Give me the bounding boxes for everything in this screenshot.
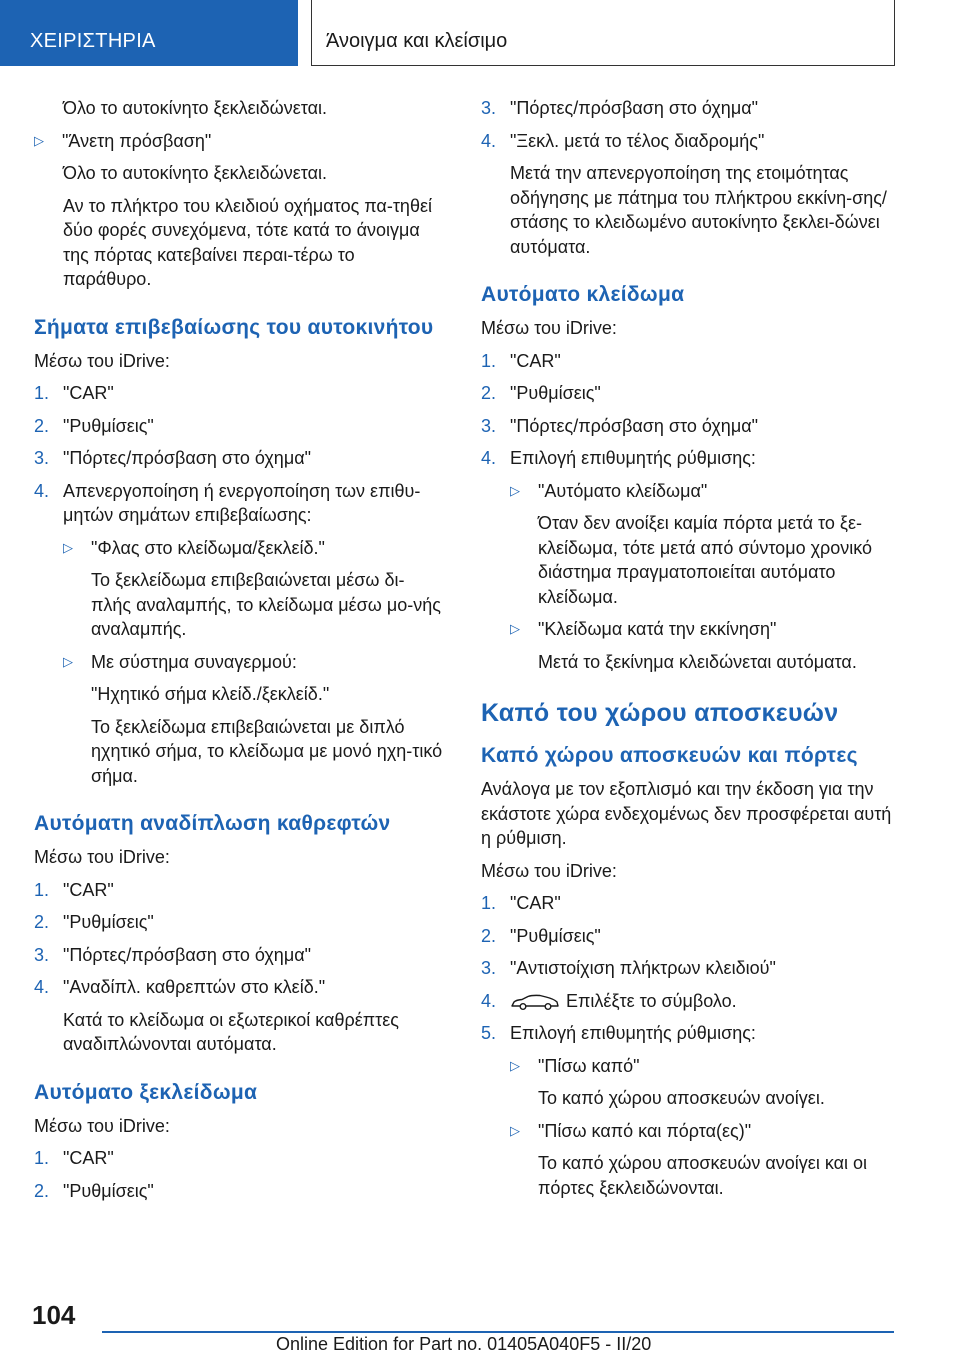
page-number: 104 bbox=[32, 1300, 76, 1330]
bullet-text: "Άνετη πρόσβαση" bbox=[62, 130, 212, 151]
chapter-title-tab: Άνοιγμα και κλείσιμο bbox=[311, 0, 895, 66]
step-text: "Ρυθμίσεις" bbox=[63, 1180, 154, 1201]
bullet-text: "Αυτόματο κλείδωμα" bbox=[538, 480, 708, 501]
step-item bbox=[34, 878, 444, 903]
step-number: 3. bbox=[34, 448, 50, 468]
paragraph: Αν το πλήκτρο του κλειδιού οχήματος πα-τηθεί δύο φορές συνεχόμενα, τότε κατά το άνοιγμα της πόρτας κατεβαίνει περαι-τέρω το παράθυρο. bbox=[63, 195, 432, 289]
step-number: 2. bbox=[481, 383, 497, 403]
step-item bbox=[481, 891, 901, 916]
step-item bbox=[481, 956, 901, 981]
step-number: 1. bbox=[481, 350, 497, 371]
step-text: "Πόρτες/πρόσβαση στο όχημα" bbox=[63, 944, 311, 965]
step-text: "Πόρτες/πρόσβαση στο όχημα" bbox=[63, 448, 311, 468]
right-column bbox=[481, 96, 901, 1208]
step-item bbox=[34, 943, 444, 968]
paragraph: Μέσω του iDrive: bbox=[481, 318, 617, 338]
step-text: Επιλογή επιθυμητής ρύθμισης: bbox=[510, 448, 756, 468]
step-number: 4. bbox=[34, 480, 50, 501]
manual-section-tab: ΧΕΙΡΙΣΤΗΡΙΑ bbox=[0, 0, 298, 66]
bullet-text: Με σύστημα συναγερμού: bbox=[91, 651, 297, 672]
step-item bbox=[481, 129, 901, 154]
step-number: 4. bbox=[481, 130, 497, 151]
step-item bbox=[481, 381, 901, 406]
step-text: "CAR" bbox=[510, 893, 561, 913]
section-heading: Αυτόματο ξεκλείδωμα bbox=[34, 1080, 258, 1104]
step-item bbox=[481, 989, 901, 1014]
paragraph: Όλο το αυτοκίνητο ξεκλειδώνεται. bbox=[63, 163, 328, 183]
step-number: 2. bbox=[34, 415, 50, 436]
step-text: "CAR" bbox=[63, 879, 114, 900]
step-item bbox=[481, 414, 901, 439]
step-number: 1. bbox=[34, 1148, 50, 1168]
edition-note: Online Edition for Part no. 01405A040F5 - II/20 bbox=[276, 1334, 652, 1354]
paragraph: Ανάλογα με τον εξοπλισμό και την έκδοση για την εκάστοτε χώρα ενδεχομένως δεν προσφέρεται αυτή η ρύθμιση. bbox=[481, 779, 892, 848]
step-item bbox=[34, 1179, 444, 1204]
footer-divider bbox=[102, 1331, 894, 1333]
step-item bbox=[481, 96, 901, 121]
paragraph: Μέσω του iDrive: bbox=[34, 847, 170, 867]
bullet-text: "Φλας στο κλείδωμα/ξεκλείδ." bbox=[91, 537, 325, 558]
section-heading: Καπό χώρου αποσκευών και πόρτες bbox=[481, 744, 858, 767]
step-number: 5. bbox=[481, 1023, 497, 1043]
step-number: 4. bbox=[481, 448, 497, 468]
triangle-right-icon: ▷ bbox=[510, 621, 520, 636]
step-item bbox=[481, 1021, 901, 1046]
step-number: 2. bbox=[34, 1180, 50, 1201]
bullet-item bbox=[34, 650, 444, 675]
section-heading: Αυτόματη αναδίπλωση καθρεφτών bbox=[34, 812, 391, 835]
step-text: "Αντιστοίχιση πλήκτρων κλειδιού" bbox=[510, 958, 776, 978]
left-column bbox=[34, 96, 444, 1211]
step-text: "Ρυθμίσεις" bbox=[63, 912, 154, 932]
step-number: 3. bbox=[481, 98, 497, 118]
paragraph: Κατά το κλείδωμα οι εξωτερικοί καθρέπτες αναδιπλώνονται αυτόματα. bbox=[63, 1009, 399, 1054]
paragraph: Μέσω του iDrive: bbox=[34, 1115, 170, 1136]
paragraph: Όλο το αυτοκίνητο ξεκλειδώνεται. bbox=[63, 98, 328, 118]
bullet-text: "Πίσω καπό" bbox=[538, 1055, 640, 1076]
section-heading: Αυτόματο κλείδωμα bbox=[481, 283, 685, 306]
step-item bbox=[481, 349, 901, 374]
page-header bbox=[0, 0, 960, 66]
paragraph: Μετά το ξεκίνημα κλειδώνεται αυτόματα. bbox=[538, 651, 857, 672]
triangle-right-icon: ▷ bbox=[510, 482, 520, 498]
paragraph: "Ηχητικό σήμα κλείδ./ξεκλείδ." bbox=[91, 684, 330, 704]
step-text: "Ρυθμίσεις" bbox=[63, 415, 154, 436]
step-text: "Αναδίπλ. καθρεπτών στο κλείδ." bbox=[63, 977, 326, 997]
triangle-right-icon: ▷ bbox=[63, 539, 73, 555]
step-item bbox=[34, 381, 444, 406]
step-number: 2. bbox=[34, 912, 50, 932]
step-number: 4. bbox=[34, 977, 50, 997]
paragraph: Το ξεκλείδωμα επιβεβαιώνεται με διπλό ηχητικό σήμα, το κλείδωμα με μονό ηχη-τικό σήμα. bbox=[91, 716, 443, 786]
chapter-heading: Καπό του χώρου αποσκευών bbox=[481, 699, 839, 727]
paragraph: Το ξεκλείδωμα επιβεβαιώνεται μέσω δι-πλής αναλαμπής, το κλείδωμα μέσω μο-νής αναλαμπής. bbox=[91, 570, 441, 639]
paragraph: Μέσω του iDrive: bbox=[34, 350, 170, 371]
section-heading: Σήματα επιβεβαίωσης του αυτοκινήτου bbox=[34, 315, 434, 339]
step-number: 1. bbox=[481, 893, 497, 913]
step-item bbox=[34, 446, 444, 471]
bullet-text: "Πίσω καπό και πόρτα(ες)" bbox=[538, 1120, 752, 1141]
bullet-item bbox=[34, 129, 444, 154]
bullet-item bbox=[34, 536, 444, 561]
step-text-with-icon bbox=[510, 989, 901, 1014]
step-number: 1. bbox=[34, 879, 50, 900]
step-item bbox=[34, 414, 444, 439]
step-text: "CAR" bbox=[63, 383, 114, 403]
step-number: 3. bbox=[34, 944, 50, 965]
step-item bbox=[481, 446, 901, 471]
step-item bbox=[34, 479, 444, 528]
step-text: "Ξεκλ. μετά το τέλος διαδρομής" bbox=[510, 130, 765, 151]
step-number: 2. bbox=[481, 925, 497, 946]
paragraph: Μετά την απενεργοποίηση της ετοιμότητας οδήγησης με πάτημα του πλήκτρου εκκίνη-σης/στάσης το κλειδωμένο αυτοκίνητο ξεκλει-δώνει αυτόματα. bbox=[510, 163, 887, 257]
step-item bbox=[34, 975, 444, 1000]
step-text: Απενεργοποίηση ή ενεργοποίηση των επιθυ-μητών σημάτων επιβεβαίωσης: bbox=[63, 480, 421, 525]
step-number: 3. bbox=[481, 415, 497, 436]
bullet-item bbox=[481, 479, 901, 504]
step-number: 4. bbox=[481, 990, 497, 1011]
bullet-item bbox=[481, 617, 901, 642]
bullet-text: "Κλείδωμα κατά την εκκίνηση" bbox=[538, 619, 777, 639]
car-outline-icon bbox=[510, 994, 560, 1010]
step-text: "CAR" bbox=[63, 1148, 114, 1168]
step-item bbox=[34, 1146, 444, 1171]
step-item bbox=[481, 924, 901, 949]
triangle-right-icon: ▷ bbox=[63, 653, 73, 669]
step-text: "Ρυθμίσεις" bbox=[510, 925, 601, 946]
step-item bbox=[34, 910, 444, 935]
paragraph: Το καπό χώρου αποσκευών ανοίγει και οι πόρτες ξεκλειδώνονται. bbox=[538, 1153, 868, 1198]
triangle-right-icon: ▷ bbox=[510, 1122, 520, 1138]
step-number: 1. bbox=[34, 383, 50, 403]
page-footer bbox=[0, 1290, 960, 1362]
step-text: "Ρυθμίσεις" bbox=[510, 383, 601, 403]
step-text: "Πόρτες/πρόσβαση στο όχημα" bbox=[510, 415, 758, 436]
step-text: "CAR" bbox=[510, 350, 561, 371]
step-text: Επιλογή επιθυμητής ρύθμισης: bbox=[510, 1023, 756, 1043]
step-text: Επιλέξτε το σύμβολο. bbox=[566, 990, 737, 1011]
bullet-item bbox=[481, 1119, 901, 1144]
step-number: 3. bbox=[481, 958, 497, 978]
step-text: "Πόρτες/πρόσβαση στο όχημα" bbox=[510, 98, 758, 118]
paragraph: Μέσω του iDrive: bbox=[481, 860, 617, 881]
paragraph: Το καπό χώρου αποσκευών ανοίγει. bbox=[538, 1088, 825, 1108]
paragraph: Όταν δεν ανοίξει καμία πόρτα μετά το ξε-κλείδωμα, τότε μετά από σύντομο χρονικό διάστημα πραγματοποιείται αυτόματο κλείδωμα. bbox=[538, 513, 873, 607]
bullet-item bbox=[481, 1054, 901, 1079]
triangle-right-icon: ▷ bbox=[34, 132, 44, 148]
triangle-right-icon: ▷ bbox=[510, 1057, 520, 1073]
